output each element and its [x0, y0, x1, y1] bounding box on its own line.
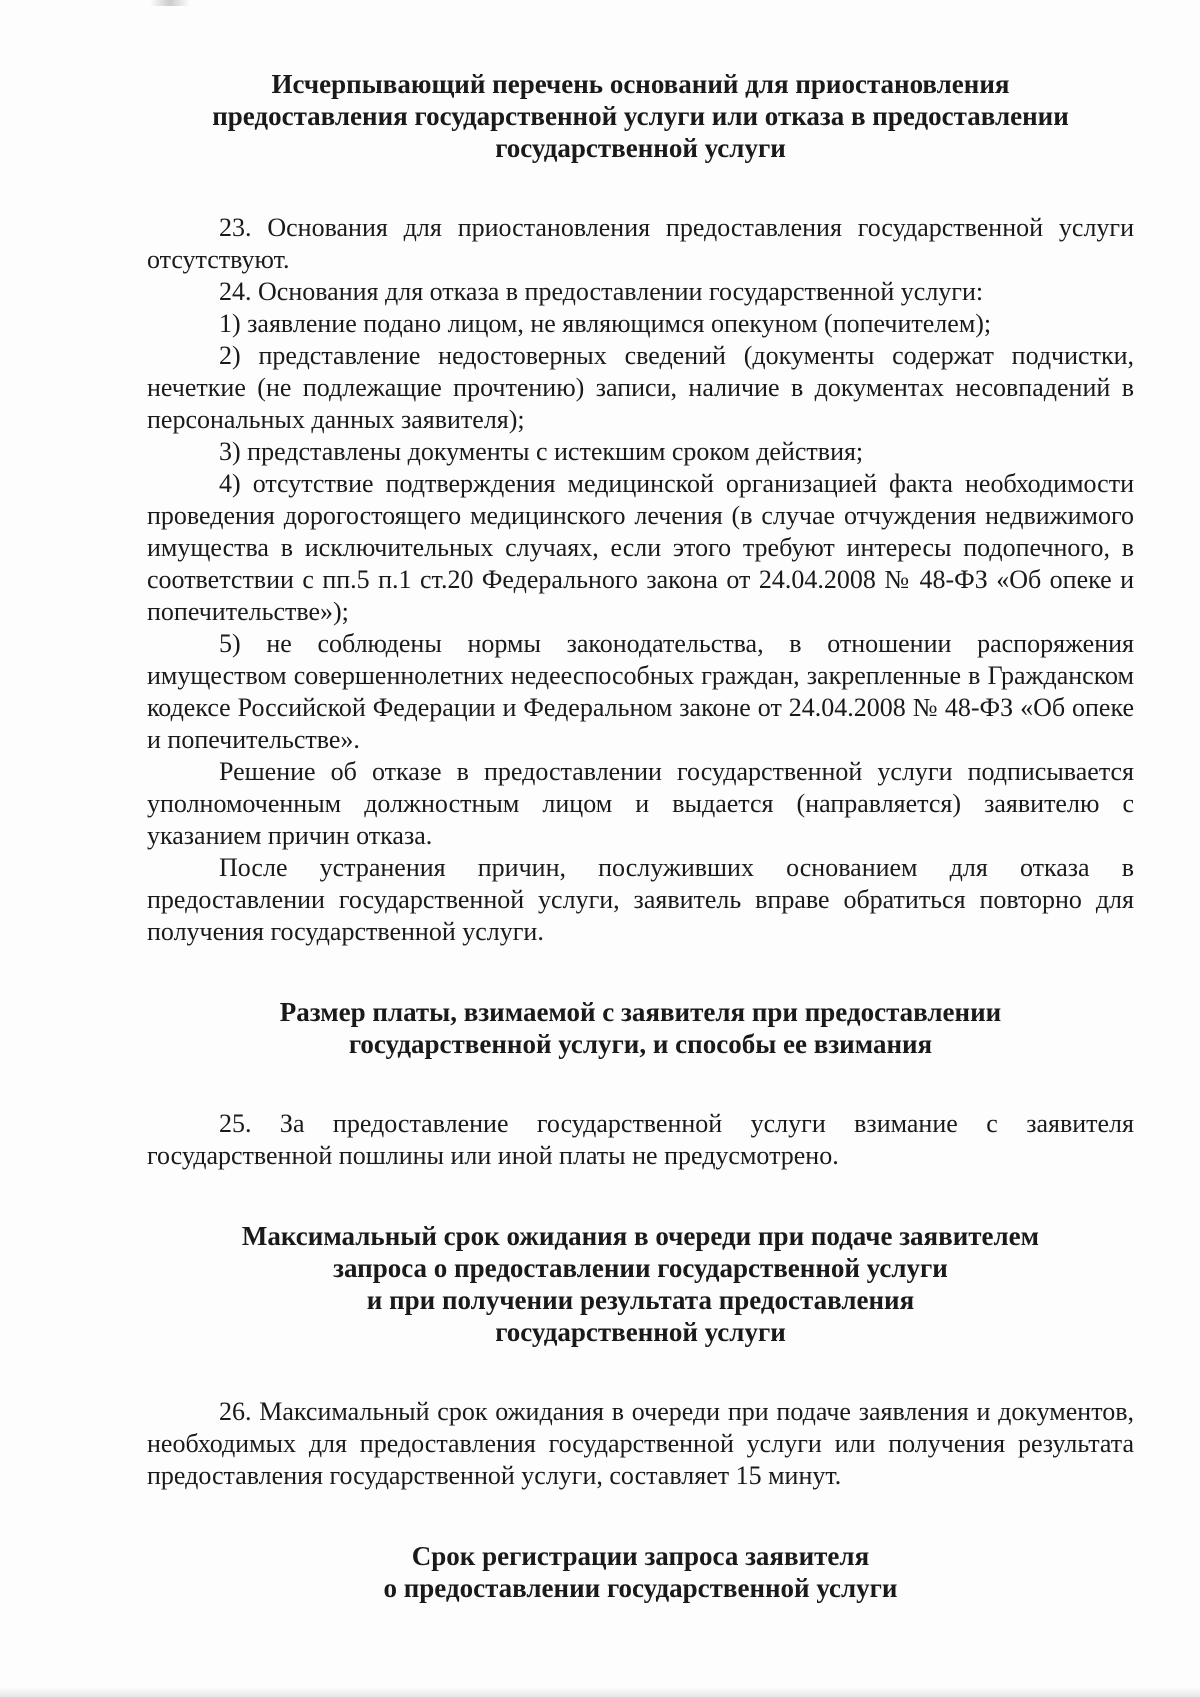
paragraph-23: 23. Основания для приостановления предоставления государственной услуги отсутствуют. — [147, 213, 1134, 274]
heading-line: Максимальный срок ожидания в очереди при подаче заявителем — [241, 1221, 1040, 1251]
scan-artifact — [150, 0, 190, 6]
paragraph-24: 24. Основания для отказа в предоставлении государственной услуги: — [219, 277, 984, 306]
heading-line: Исчерпывающий перечень оснований для приостановления — [271, 69, 1010, 99]
list-item-2: 2) представление недостоверных сведений (документы содержат подчистки, нечеткие (не подлежащие прочтению) записи, наличие в документах несовпадений в персональных данных заявителя); — [147, 341, 1134, 434]
heading-line: и при получении результата предоставления — [366, 1285, 915, 1315]
section-heading-grounds — [147, 68, 1134, 164]
list-item-3: 3) представлены документы с истекшим сроком действия; — [219, 437, 864, 466]
page-edge — [0, 1687, 1200, 1697]
paragraph-refusal-decision: Решение об отказе в предоставлении государственной услуги подписывается уполномоченным должностным лицом и выдается (направляется) заявителю с указанием причин отказа. — [147, 757, 1134, 850]
heading-line: запроса о предоставлении государственной услуги — [333, 1253, 948, 1283]
document-body — [147, 68, 1134, 1604]
heading-line: государственной услуги — [495, 1317, 786, 1347]
paragraph-26: 26. Максимальный срок ожидания в очереди при подаче заявления и документов, необходимых для предоставления государственной услуги или получения результата предоставления государственной услуги, составляет 15 минут. — [147, 1397, 1134, 1490]
section-heading-queue-time — [147, 1220, 1134, 1348]
heading-line: о предоставлении государственной услуги — [383, 1573, 898, 1603]
heading-line: государственной услуги — [495, 133, 786, 163]
heading-line: Срок регистрации запроса заявителя — [411, 1541, 870, 1571]
heading-line: Размер платы, взимаемой с заявителя при предоставлении — [279, 997, 1002, 1027]
section-heading-registration — [147, 1540, 1134, 1604]
section-heading-fee — [147, 996, 1134, 1060]
list-item-4: 4) отсутствие подтверждения медицинской организацией факта необходимости проведения дорогостоящего медицинского лечения (в случае отчуждения недвижимого имущества в исключительных случаях, если этого требуют интересы подопечного, в соответствии с пп.5 п.1 ст.20 Федерального закона от 24.04.2008 № 48-ФЗ «Об опеке и попечительстве»); — [147, 469, 1134, 626]
list-item-1: 1) заявление подано лицом, не являющимся опекуном (попечителем); — [219, 309, 992, 338]
heading-line: предоставления государственной услуги или отказа в предоставлении — [212, 101, 1069, 131]
list-item-5: 5) не соблюдены нормы законодательства, в отношении распоряжения имуществом совершеннолетних недееспособных граждан, закрепленные в Гражданском кодексе Российской Федерации и Федеральном законе от 24.04.2008 № 48-ФЗ «Об опеке и попечительстве». — [147, 629, 1134, 754]
paragraph-reapply: После устранения причин, послуживших основанием для отказа в предоставлении государственной услуги, заявитель вправе обратиться повторно для получения государственной услуги. — [147, 853, 1134, 946]
paragraph-25: 25. За предоставление государственной услуги взимание с заявителя государственной пошлины или иной платы не предусмотрено. — [147, 1109, 1134, 1170]
heading-line: государственной услуги, и способы ее взимания — [348, 1029, 933, 1059]
